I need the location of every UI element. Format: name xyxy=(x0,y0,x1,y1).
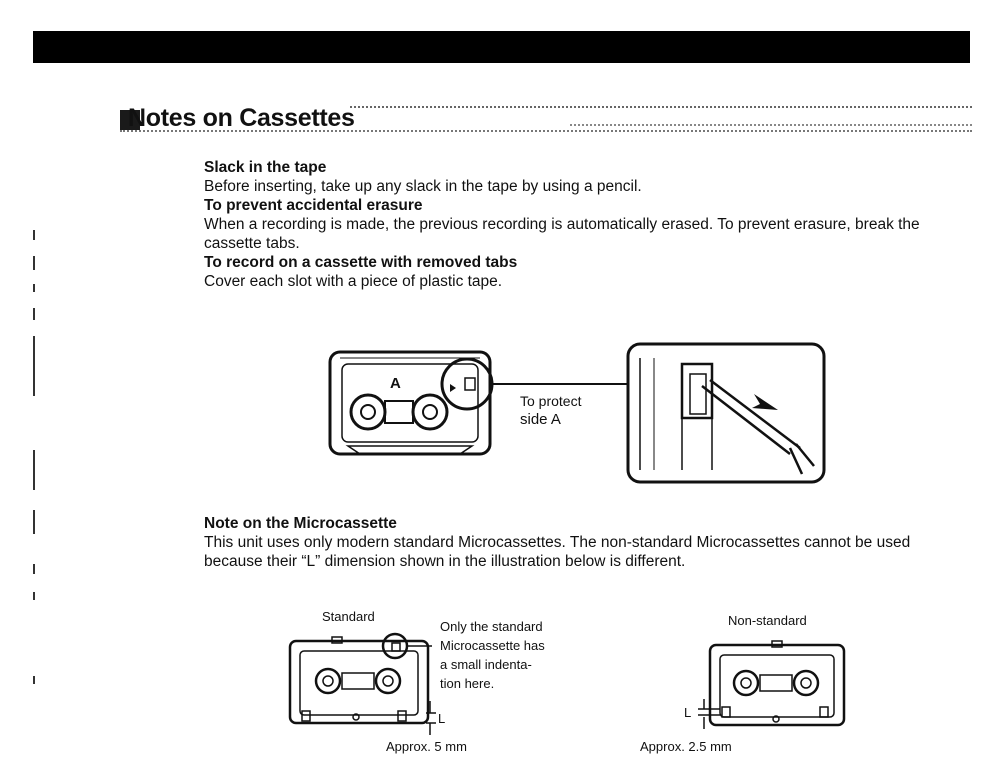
nonstandard-label: Non-standard xyxy=(728,613,807,628)
tab-magnifier-circle xyxy=(442,359,492,409)
indentation-circle xyxy=(383,634,407,658)
text-slack: Before inserting, take up any slack in the tape by using a pencil. xyxy=(204,178,642,195)
text-erasure: When a recording is made, the previous recording is automatically erased. To prevent erasure, break the cassette tabs. xyxy=(204,216,920,252)
heading-rule-top xyxy=(350,106,972,110)
subheading-microcassette: Note on the Microcassette xyxy=(204,515,397,532)
subheading-slack: Slack in the tape xyxy=(204,159,327,176)
margin-marks xyxy=(33,230,39,690)
subheading-erasure: To prevent accidental erasure xyxy=(204,197,423,214)
callout-line-1: To protect xyxy=(520,393,582,409)
text-microcassette: This unit uses only modern standard Microcassettes. The non-standard Microcassettes cannot be used because their “L” dimension shown in the illustration below is different. xyxy=(204,534,911,570)
heading-rule-mid xyxy=(570,124,972,128)
note-line-4: tion here. xyxy=(440,676,495,691)
cassette-notes xyxy=(204,158,964,291)
heading-rule-bottom xyxy=(120,130,972,134)
text-removed-tabs: Cover each slot with a piece of plastic tape. xyxy=(204,273,503,290)
header-bar xyxy=(33,31,970,63)
standard-dim-letter: L xyxy=(438,711,446,726)
standard-dimension: Approx. 5 mm xyxy=(386,739,467,754)
page-title: Notes on Cassettes xyxy=(128,104,355,132)
tab-zoom-box xyxy=(628,344,824,482)
note-line-1: Only the standard xyxy=(440,619,543,634)
cassette-tab-figure xyxy=(320,338,830,488)
push-arrow-icon xyxy=(752,394,778,410)
note-line-2: Microcassette has xyxy=(440,638,545,653)
standard-label: Standard xyxy=(322,609,375,624)
subheading-removed-tabs: To record on a cassette with removed tabs xyxy=(204,254,518,271)
note-line-3: a small indenta- xyxy=(440,657,532,672)
nonstandard-dim-letter: L xyxy=(684,705,692,720)
nonstandard-dimension: Approx. 2.5 mm xyxy=(640,739,732,754)
microcassette-note xyxy=(204,514,964,571)
callout-line-2: side A xyxy=(520,411,561,428)
cassette-drawing xyxy=(330,352,490,454)
microcassette-figure xyxy=(280,605,850,755)
nonstandard-cassette-drawing xyxy=(710,641,844,725)
side-letter: A xyxy=(390,375,401,392)
section-heading xyxy=(120,104,972,140)
